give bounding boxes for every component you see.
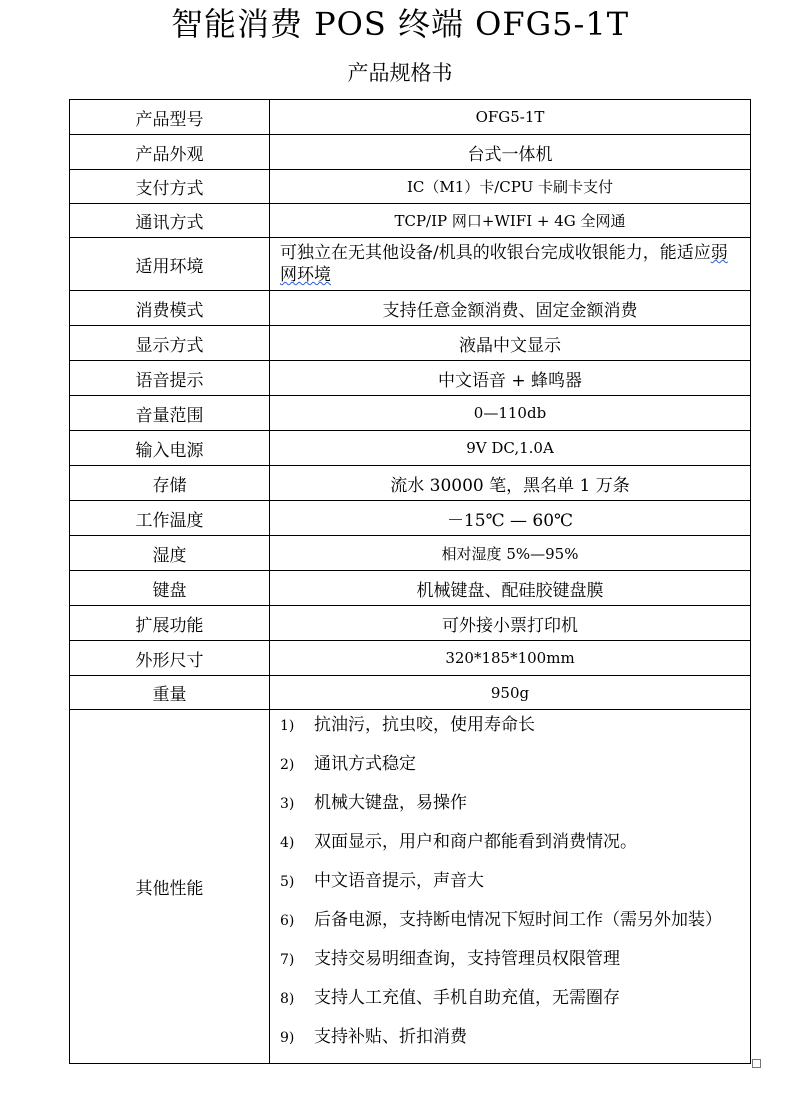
spec-label: 湿度: [70, 536, 270, 571]
spec-label: 工作温度: [70, 501, 270, 536]
spec-row-dimensions: [70, 641, 751, 676]
spec-value: 台式一体机: [270, 135, 751, 170]
feature-item: [280, 985, 750, 1024]
spec-value: 9V DC,1.0A: [270, 431, 751, 466]
spec-row-volume: [70, 396, 751, 431]
spec-row-display: [70, 326, 751, 361]
spec-value-text: 可独立在无其他设备/机具的收银台完成收银能力，能适应: [280, 243, 711, 263]
feature-text: 机械大键盘，易操作: [314, 793, 467, 813]
spec-value: IC（M1）卡/CPU 卡刷卡支付: [270, 170, 751, 204]
spec-label: 消费模式: [70, 291, 270, 326]
spec-row-power: [70, 431, 751, 466]
feature-text: 中文语音提示，声音大: [314, 871, 484, 891]
spec-value: [270, 238, 751, 291]
spec-value: 中文语音 + 蜂鸣器: [270, 361, 751, 396]
feature-number: 3): [280, 796, 295, 812]
spec-value: 相对湿度 5%—95%: [270, 536, 751, 571]
feature-number: 4): [280, 835, 295, 851]
spec-row-storage: [70, 466, 751, 501]
feature-number: 7): [280, 952, 295, 968]
feature-item: [280, 751, 750, 790]
feature-item: [280, 712, 750, 751]
feature-item: [280, 790, 750, 829]
feature-list-cell: [270, 710, 751, 1064]
feature-item: [280, 907, 750, 946]
spec-row-communication: [70, 204, 751, 238]
feature-number: 9): [280, 1030, 295, 1046]
spec-row-humidity: [70, 536, 751, 571]
feature-text: 后备电源，支持断电情况下短时间工作（需另外加装）: [314, 910, 722, 930]
feature-text: 双面显示，用户和商户都能看到消费情况。: [314, 832, 637, 852]
spec-row-consumption-mode: [70, 291, 751, 326]
spec-value: 支持任意金额消费、固定金额消费: [270, 291, 751, 326]
spec-label: 存储: [70, 466, 270, 501]
feature-number: 8): [280, 991, 295, 1007]
spec-value: TCP/IP 网口+WIFI + 4G 全网通: [270, 204, 751, 238]
feature-item: [280, 829, 750, 868]
spec-value: 950g: [270, 676, 751, 710]
feature-number: 2): [280, 757, 295, 773]
spec-label: 重量: [70, 676, 270, 710]
spec-value: 机械键盘、配硅胶键盘膜: [270, 571, 751, 606]
spec-row-temperature: [70, 501, 751, 536]
spec-value: 320*185*100mm: [270, 641, 751, 676]
spec-value: 液晶中文显示: [270, 326, 751, 361]
spec-row-extension: [70, 606, 751, 641]
spec-row-voice: [70, 361, 751, 396]
spec-value: 0—110db: [270, 396, 751, 431]
spec-label: 显示方式: [70, 326, 270, 361]
spec-label: 产品型号: [70, 100, 270, 135]
spec-label: 外形尺寸: [70, 641, 270, 676]
feature-text: 支持补贴、折扣消费: [314, 1027, 467, 1047]
document-title: 智能消费 POS 终端 OFG5-1T: [170, 5, 630, 43]
spec-row-weight: [70, 676, 751, 710]
document-subtitle: 产品规格书: [347, 61, 453, 85]
feature-text: 支持交易明细查询，支持管理员权限管理: [314, 949, 620, 969]
spec-row-payment: [70, 170, 751, 204]
spec-row-model: [70, 100, 751, 135]
spec-value: 流水 30000 笔，黑名单 1 万条: [270, 466, 751, 501]
feature-number: 6): [280, 913, 295, 929]
spec-label: 适用环境: [70, 238, 270, 291]
spec-label: 语音提示: [70, 361, 270, 396]
spec-label: 输入电源: [70, 431, 270, 466]
spec-value-squiggle-text: 弱: [710, 243, 728, 263]
spec-label: 通讯方式: [70, 204, 270, 238]
feature-number: 5): [280, 874, 295, 890]
feature-text: 抗油污，抗虫咬，使用寿命长: [314, 715, 535, 735]
spec-value: 可外接小票打印机: [270, 606, 751, 641]
spec-row-environment: [70, 238, 751, 291]
spec-value: －15℃ — 60℃: [270, 501, 751, 536]
spec-table: [69, 99, 751, 1064]
feature-list: [270, 712, 750, 1063]
feature-text: 通讯方式稳定: [314, 754, 416, 774]
spec-row-other-features: [70, 710, 751, 1064]
feature-item: [280, 1024, 750, 1063]
feature-item: [280, 946, 750, 985]
spec-label: 音量范围: [70, 396, 270, 431]
spec-label: 其他性能: [70, 710, 270, 1064]
spec-label: 键盘: [70, 571, 270, 606]
spec-label: 扩展功能: [70, 606, 270, 641]
feature-number: 1): [280, 718, 295, 734]
feature-text: 支持人工充值、手机自助充值，无需圈存: [314, 988, 620, 1008]
spec-value-squiggle-text: 网环境: [280, 265, 331, 285]
spec-value: OFG5-1T: [270, 100, 751, 135]
spec-row-keyboard: [70, 571, 751, 606]
spec-label: 产品外观: [70, 135, 270, 170]
spec-label: 支付方式: [70, 170, 270, 204]
spec-row-appearance: [70, 135, 751, 170]
feature-item: [280, 868, 750, 907]
paragraph-end-marker: [752, 1059, 761, 1068]
